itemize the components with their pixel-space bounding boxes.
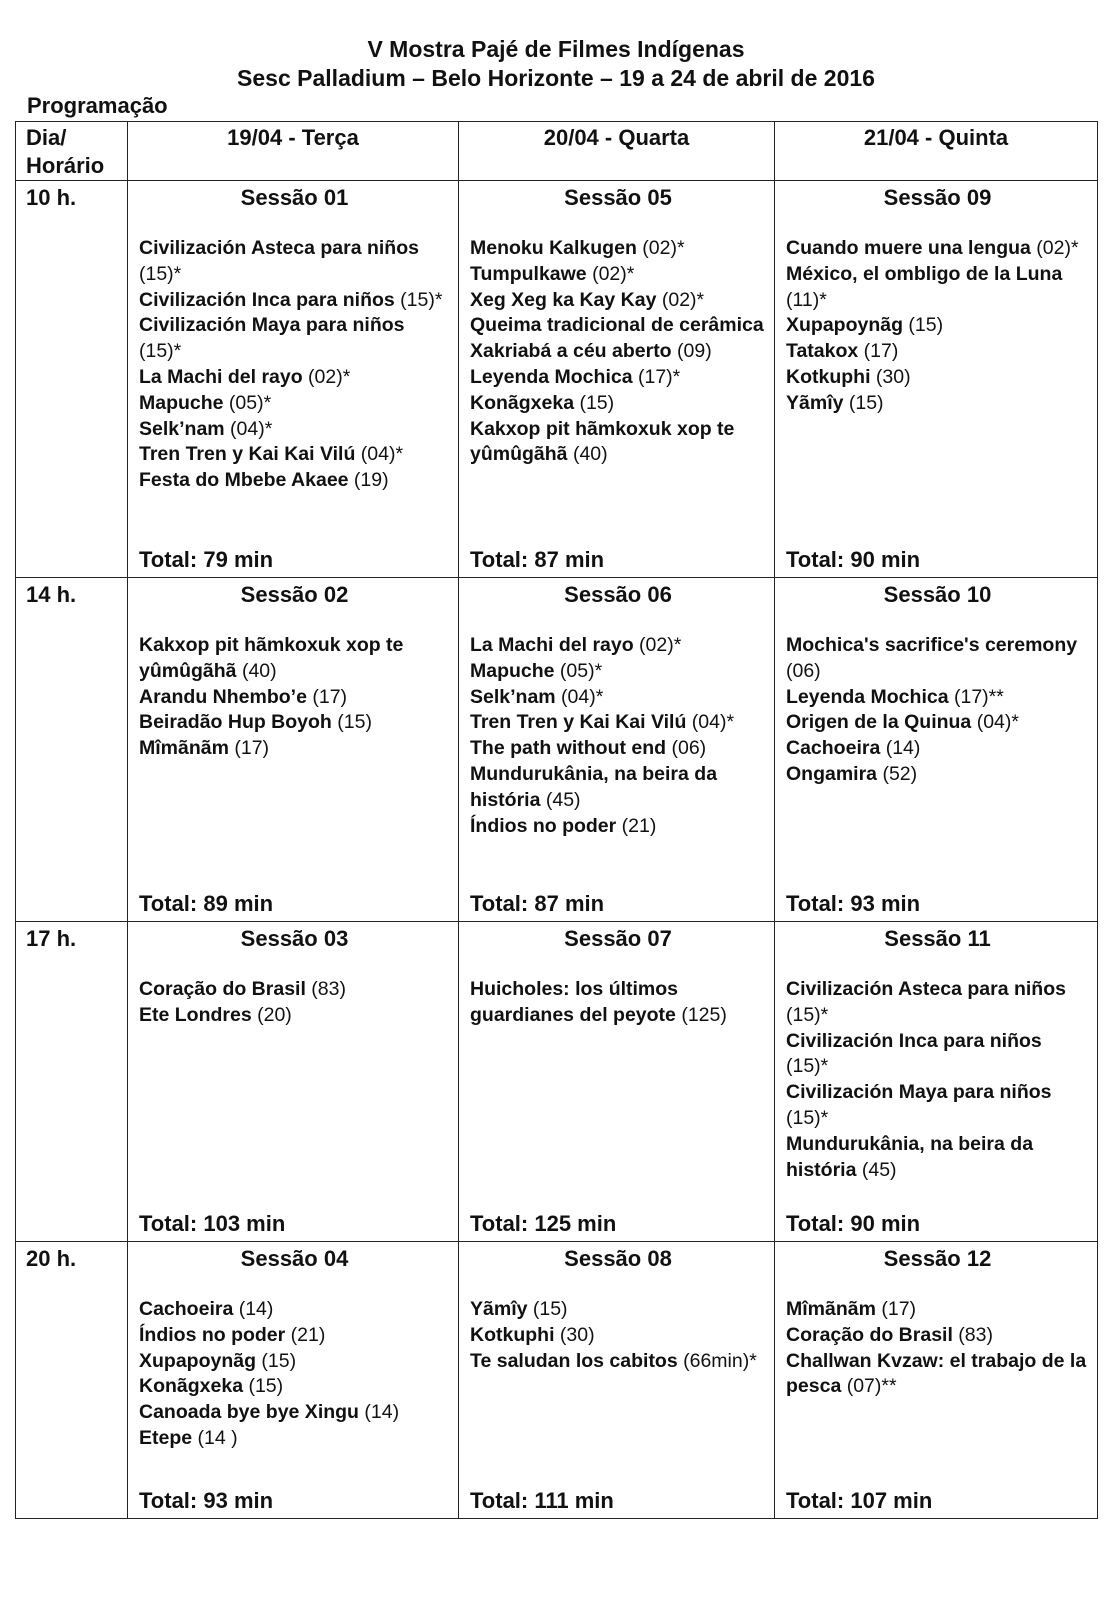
film-duration: (11)* [786, 288, 827, 311]
film-item [786, 710, 1089, 736]
film-list [470, 236, 766, 468]
film-duration: (02)* [656, 288, 705, 311]
film-item [139, 468, 450, 494]
film-duration: (15) [574, 391, 615, 414]
film-name: Canoada bye bye Xingu [139, 1401, 359, 1424]
film-item [139, 710, 450, 736]
day-header: 19/04 - Terça [227, 125, 359, 150]
film-item [139, 633, 450, 685]
film-duration: (66min)* [677, 1349, 757, 1372]
time-row [16, 922, 1098, 1242]
film-name: Civilización Asteca para niños [139, 237, 419, 259]
session-title: Sessão 10 [883, 582, 992, 607]
film-item [470, 236, 766, 262]
film-item [139, 1003, 450, 1029]
time-label: 17 h. [26, 926, 77, 951]
film-item [786, 236, 1089, 262]
film-duration: (15)* [786, 1003, 829, 1026]
film-item [786, 1349, 1089, 1401]
film-name: Ete Londres [139, 1003, 252, 1026]
film-item [470, 1323, 766, 1349]
film-list [139, 977, 450, 1029]
film-duration: (19) [348, 469, 389, 492]
session-title: Sessão 07 [564, 926, 672, 951]
film-duration: (04)* [971, 711, 1019, 734]
film-duration: (17) [228, 737, 270, 760]
film-name: Challwan Kvzaw: el trabajo de la pesca [786, 1349, 1087, 1398]
film-name: Civilización Asteca para niños [786, 978, 1066, 1000]
film-duration: (83) [305, 978, 346, 1000]
corner-header-cell [16, 122, 128, 181]
film-name: Xupapoynãg [139, 1349, 257, 1372]
time-row [16, 1242, 1098, 1519]
film-duration: (06) [786, 659, 821, 682]
film-duration: (20) [251, 1003, 292, 1026]
film-item [139, 442, 450, 468]
session-total: Total: 103 min [139, 1211, 286, 1236]
film-name: Ongamira [786, 762, 878, 785]
film-name: Civilización Inca para niños [786, 1029, 1042, 1052]
session-total: Total: 125 min [470, 1211, 617, 1236]
film-name: Xeg Xeg ka Kay Kay [470, 288, 657, 311]
film-item [470, 1297, 766, 1323]
film-item [139, 977, 450, 1003]
film-list [786, 633, 1089, 788]
film-name: Leyenda Mochica [786, 685, 949, 708]
session-block [775, 181, 1097, 577]
film-item [470, 365, 766, 391]
film-duration: (15)* [786, 1055, 829, 1078]
film-item [139, 391, 450, 417]
session-block [459, 578, 774, 921]
film-duration: (05)* [554, 659, 603, 682]
film-duration: (30) [554, 1323, 595, 1346]
film-name: Coração do Brasil [786, 1323, 953, 1346]
film-duration: (02)* [633, 634, 682, 656]
film-name: Konãgxeka [139, 1375, 244, 1398]
film-item [470, 288, 766, 314]
film-item [139, 365, 450, 391]
time-cell [16, 922, 128, 1242]
film-item [470, 736, 766, 762]
film-name: Tren Tren y Kai Kai Vilú [139, 443, 356, 466]
film-name: Selk’nam [139, 417, 225, 440]
film-item [470, 262, 766, 288]
film-duration: (17)* [632, 365, 681, 388]
corner-header: Dia/ Horário [26, 125, 105, 178]
session-cell [775, 1242, 1098, 1519]
film-duration: (45) [540, 788, 581, 811]
day-header-cell [775, 122, 1098, 181]
session-title: Sessão 04 [240, 1246, 349, 1271]
film-name: Huicholes: los últimos guardianes del peyote [470, 978, 679, 1026]
session-block [459, 922, 774, 1241]
film-item [139, 417, 450, 443]
session-block [128, 578, 458, 921]
film-duration: (21) [285, 1323, 326, 1346]
day-header-cell [459, 122, 775, 181]
film-name: Yãmîy [786, 391, 844, 414]
film-duration: (17) [306, 685, 348, 708]
session-cell [459, 922, 775, 1242]
film-duration: (09) [671, 340, 712, 363]
session-cell [128, 181, 459, 578]
session-cell [128, 1242, 459, 1519]
film-duration: (17)** [948, 685, 1004, 708]
session-title: Sessão 09 [883, 185, 992, 210]
film-list [470, 633, 766, 839]
session-title: Sessão 08 [564, 1246, 672, 1271]
programacao-label: Programação [27, 93, 168, 118]
session-title: Sessão 05 [564, 185, 672, 210]
time-cell [16, 578, 128, 922]
film-item [470, 659, 766, 685]
film-item [139, 1374, 450, 1400]
film-item [786, 1297, 1089, 1323]
session-total: Total: 90 min [786, 1211, 921, 1236]
session-title: Sessão 03 [240, 926, 349, 951]
session-block [459, 181, 774, 577]
session-total: Total: 93 min [786, 891, 921, 916]
film-item [786, 313, 1089, 339]
session-block [775, 578, 1097, 921]
film-item [786, 736, 1089, 762]
film-item [470, 977, 766, 1029]
film-duration: (21) [616, 814, 657, 837]
film-name: Mîmãnãm [786, 1298, 876, 1320]
film-name: Mundurukânia, na beira da história [786, 1132, 1034, 1181]
film-item [139, 288, 450, 314]
schedule-body [16, 181, 1098, 1519]
film-list [786, 236, 1089, 417]
session-total: Total: 107 min [786, 1488, 933, 1513]
film-item [139, 1323, 450, 1349]
film-name: Kakxop pit hãmkoxuk xop te yûmûgãhã [139, 634, 404, 682]
film-item [470, 762, 766, 814]
film-name: Kotkuphi [786, 365, 871, 388]
film-item [786, 365, 1089, 391]
session-title: Sessão 06 [564, 582, 672, 607]
film-duration: (125) [675, 1003, 727, 1026]
film-list [786, 977, 1089, 1183]
time-label: 14 h. [26, 582, 77, 607]
session-total: Total: 111 min [470, 1488, 614, 1513]
film-item [139, 236, 450, 288]
film-name: Xupapoynãg [786, 314, 904, 337]
film-duration: (14 ) [192, 1426, 238, 1449]
film-duration: (05)* [223, 391, 272, 414]
film-item [786, 977, 1089, 1029]
film-name: Menoku Kalkugen [470, 237, 637, 259]
time-row [16, 181, 1098, 578]
film-list [139, 236, 450, 494]
film-item [786, 391, 1089, 417]
day-header: 20/04 - Quarta [543, 125, 690, 150]
film-duration: (02)* [586, 262, 635, 285]
film-duration: (15) [843, 391, 884, 414]
time-cell [16, 181, 128, 578]
film-name: The path without end [470, 737, 667, 760]
film-item [786, 633, 1089, 685]
session-total: Total: 90 min [786, 547, 921, 572]
film-item [786, 262, 1089, 314]
film-duration: (15) [256, 1349, 297, 1372]
session-cell [775, 922, 1098, 1242]
film-duration: (17) [858, 340, 899, 363]
film-list [139, 1297, 450, 1452]
film-name: Cuando muere una lengua [786, 237, 1031, 259]
film-name: Mapuche [470, 659, 555, 682]
film-duration: (15)* [786, 1106, 829, 1129]
film-duration: (04)* [224, 417, 273, 440]
session-total: Total: 89 min [139, 891, 274, 916]
film-duration: (06) [666, 737, 707, 760]
film-item [786, 762, 1089, 788]
film-list [470, 977, 766, 1029]
film-name: Festa do Mbebe Akaee [139, 469, 349, 492]
film-duration: (15) [243, 1375, 284, 1398]
film-item [139, 313, 450, 365]
film-name: Mapuche [139, 391, 224, 414]
film-item [786, 1029, 1089, 1081]
film-item [139, 1426, 450, 1452]
film-duration: (40) [567, 443, 608, 466]
time-label: 20 h. [26, 1246, 77, 1271]
session-block [775, 922, 1097, 1241]
session-cell [459, 578, 775, 922]
film-name: Selk’nam [470, 685, 556, 708]
film-item [786, 1080, 1089, 1132]
film-duration: (15) [903, 314, 944, 337]
film-name: México, el ombligo de la Luna [786, 262, 1063, 285]
time-cell [16, 1242, 128, 1519]
film-item [139, 1400, 450, 1426]
day-header: 21/04 - Quinta [863, 125, 1009, 150]
session-cell [775, 181, 1098, 578]
film-item [470, 814, 766, 840]
film-duration: (15)* [394, 288, 443, 311]
session-cell [128, 578, 459, 922]
film-duration: (17) [875, 1298, 917, 1320]
film-duration: (15)* [139, 340, 182, 363]
film-item [139, 736, 450, 762]
document-title: V Mostra Pajé de Filmes Indígenas [367, 36, 745, 62]
film-name: Civilización Inca para niños [139, 288, 395, 311]
header-row [16, 122, 1098, 181]
film-duration: (07)** [841, 1375, 897, 1398]
film-name: Mundurukânia, na beira da história [470, 762, 718, 811]
film-item [470, 710, 766, 736]
film-duration: (04)* [355, 443, 404, 466]
film-name: Cachoeira [786, 737, 881, 760]
film-name: Índios no poder [470, 814, 617, 837]
film-item [786, 1132, 1089, 1184]
film-duration: (40) [236, 659, 277, 682]
film-duration: (02)* [302, 365, 351, 388]
film-name: Civilización Maya para niños [139, 314, 405, 337]
film-name: Tatakox [786, 340, 859, 363]
film-item [470, 1349, 766, 1375]
session-cell [459, 1242, 775, 1519]
film-name: Tumpulkawe [470, 262, 587, 285]
film-item [470, 313, 766, 365]
film-name: Índios no poder [139, 1323, 286, 1346]
film-name: Kakxop pit hãmkoxuk xop te yûmûgãhã [470, 417, 735, 466]
film-name: Leyenda Mochica [470, 365, 633, 388]
film-duration: (45) [856, 1158, 897, 1181]
film-duration: (14) [358, 1401, 400, 1424]
film-name: Origen de la Quinua [786, 711, 972, 734]
film-name: La Machi del rayo [470, 634, 634, 656]
session-title: Sessão 01 [240, 185, 349, 210]
film-duration: (52) [877, 762, 918, 785]
film-duration: (14) [880, 737, 921, 760]
session-total: Total: 93 min [139, 1488, 274, 1513]
film-duration: (04)* [686, 711, 735, 734]
session-title: Sessão 02 [240, 582, 349, 607]
session-cell [128, 922, 459, 1242]
film-item [139, 1349, 450, 1375]
schedule-table [15, 121, 1098, 1519]
film-name: La Machi del rayo [139, 365, 303, 388]
document-subtitle: Sesc Palladium – Belo Horizonte – 19 a 24 de abril de 2016 [237, 65, 875, 91]
film-item [470, 417, 766, 469]
time-label: 10 h. [26, 185, 77, 210]
film-duration: (15) [527, 1298, 568, 1320]
film-duration: (30) [870, 365, 911, 388]
film-name: Yãmîy [470, 1298, 528, 1320]
session-block [775, 1242, 1097, 1518]
film-name: Etepe [139, 1426, 193, 1449]
film-name: Coração do Brasil [139, 978, 306, 1000]
session-block [128, 1242, 458, 1518]
film-name: Arandu Nhembo’e [139, 685, 307, 708]
film-item [786, 1323, 1089, 1349]
film-item [470, 391, 766, 417]
film-duration: (02)* [636, 237, 685, 259]
session-title: Sessão 12 [883, 1246, 992, 1271]
session-block [128, 181, 458, 577]
session-block [128, 922, 458, 1241]
film-name: Cachoeira [139, 1298, 234, 1320]
session-cell [459, 181, 775, 578]
film-name: Mîmãnãm [139, 737, 229, 760]
film-name: Konãgxeka [470, 391, 575, 414]
film-item [139, 1297, 450, 1323]
film-name: Civilización Maya para niños [786, 1081, 1052, 1104]
film-list [139, 633, 450, 762]
session-cell [775, 578, 1098, 922]
film-duration: (15) [331, 711, 372, 734]
film-duration: (83) [952, 1323, 993, 1346]
film-name: Tren Tren y Kai Kai Vilú [470, 711, 687, 734]
film-item [470, 633, 766, 659]
film-list [786, 1297, 1089, 1400]
film-list [470, 1297, 766, 1374]
film-item [786, 685, 1089, 711]
time-row [16, 578, 1098, 922]
session-block [459, 1242, 774, 1518]
film-item [786, 339, 1089, 365]
film-duration: (15)* [139, 262, 182, 285]
film-item [470, 685, 766, 711]
day-header-cell [128, 122, 459, 181]
session-total: Total: 79 min [139, 547, 274, 572]
film-duration: (02)* [1030, 237, 1079, 259]
film-name: Beiradão Hup Boyoh [139, 711, 332, 734]
film-duration: (14) [233, 1298, 274, 1320]
film-name: Kotkuphi [470, 1323, 555, 1346]
film-name: Queima tradicional de cerâmica Xakriabá a céu aberto [470, 314, 764, 363]
session-title: Sessão 11 [884, 926, 991, 951]
session-total: Total: 87 min [470, 891, 605, 916]
film-duration: (04)* [555, 685, 604, 708]
session-total: Total: 87 min [470, 547, 605, 572]
film-item [139, 685, 450, 711]
film-name: Te saludan los cabitos [470, 1349, 678, 1372]
film-name: Mochica's sacrifice's ceremony [786, 634, 1078, 656]
